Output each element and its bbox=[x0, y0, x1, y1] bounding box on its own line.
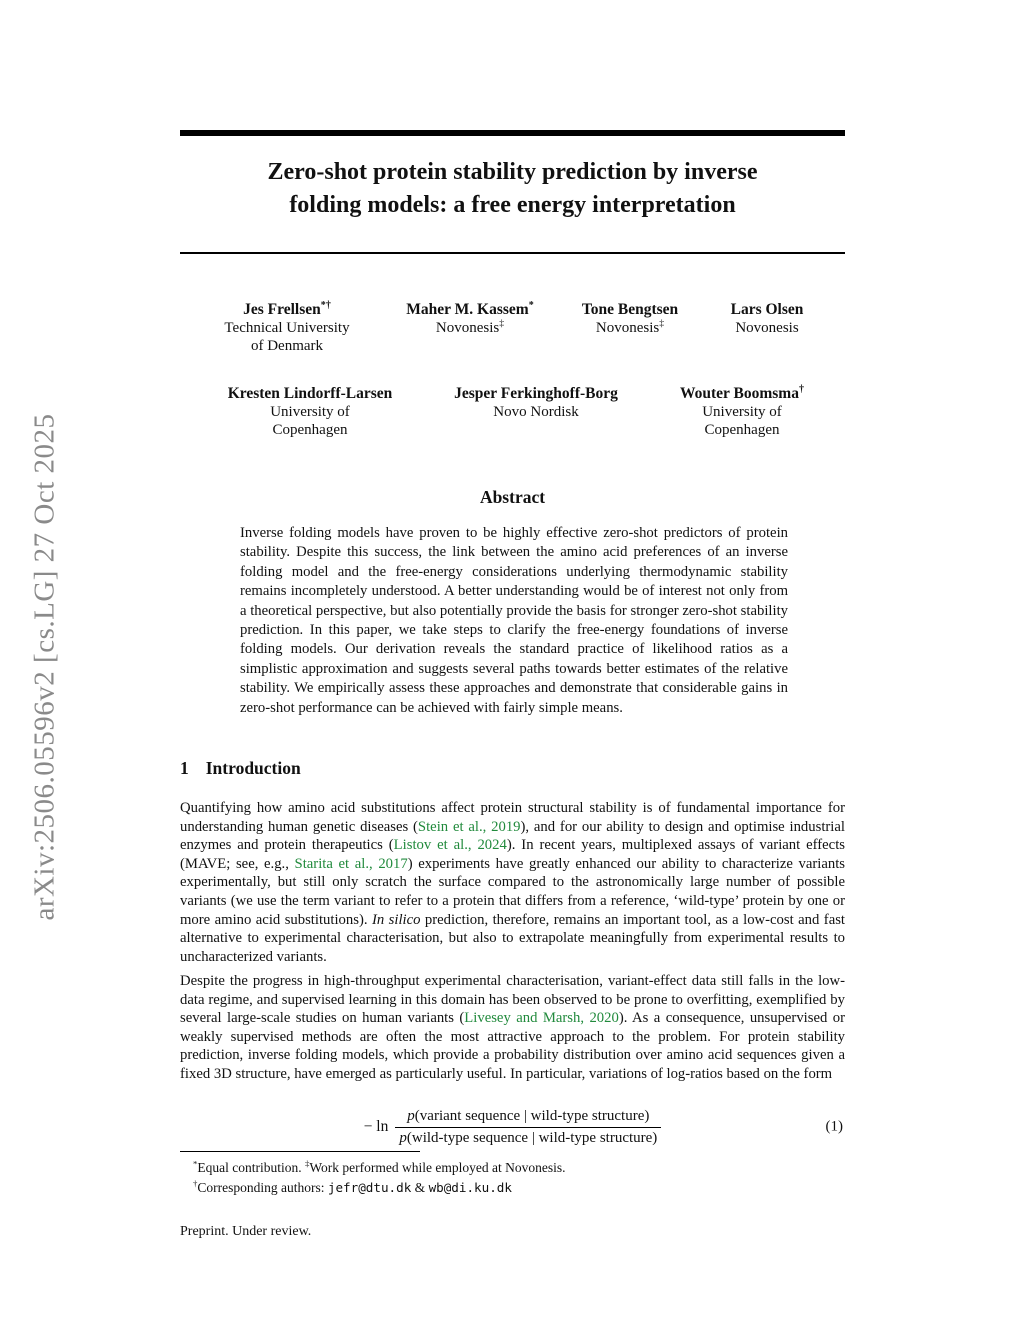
author-name bbox=[436, 384, 636, 404]
author-name bbox=[197, 300, 377, 320]
arxiv-stamp: arXiv:2506.05596v2 [cs.LG] 27 Oct 2025 bbox=[28, 413, 61, 921]
paragraph-text: ). In recent years, multiplexed assays of variant effects (MAVE; see, e.g., bbox=[180, 837, 845, 872]
prob-symbol: p bbox=[399, 1129, 407, 1146]
author-name-text: Tone Bengtsen bbox=[581, 301, 679, 318]
affil-line1: Novonesis bbox=[435, 320, 500, 336]
author-name-text: Kresten Lindorff-Larsen bbox=[227, 385, 393, 402]
affil-sup: ‡ bbox=[499, 318, 505, 329]
paragraph-text: Quantifying how amino acid substitutions affect protein structural stability is of fundamental importance for understanding human genetic diseases ( bbox=[180, 800, 845, 835]
author-name bbox=[380, 300, 560, 320]
authors-row-2 bbox=[180, 384, 845, 466]
author-block bbox=[197, 300, 377, 355]
equation-fraction bbox=[395, 1108, 661, 1147]
affil-line1: Novonesis bbox=[595, 320, 660, 336]
section-number: 1 bbox=[180, 758, 189, 778]
author-name-sup: † bbox=[798, 383, 804, 395]
paragraph-text: prediction, therefore, remains an important tool, as a low-cost and fast alternative to experimental characterisation, but also to extrapolate meaningfully from experimental results to uncharacterized variants. bbox=[180, 911, 846, 965]
affil-line1: University of bbox=[270, 404, 350, 420]
authors-row-1 bbox=[180, 300, 845, 382]
affil-line2: of Denmark bbox=[250, 337, 324, 354]
equation-1 bbox=[180, 1102, 845, 1152]
author-block bbox=[436, 384, 636, 422]
equation-lhs: − ln bbox=[363, 1118, 389, 1135]
email-link[interactable]: jefr@dtu.dk bbox=[327, 1180, 412, 1195]
italic-text: In silico bbox=[371, 911, 421, 928]
author-block bbox=[697, 300, 837, 338]
intro-paragraph-1 bbox=[180, 799, 845, 966]
affil-line2: Copenhagen bbox=[272, 421, 348, 438]
author-affiliation bbox=[210, 404, 410, 422]
author-affiliation bbox=[210, 422, 410, 440]
citation-link[interactable]: Livesey and Marsh, 2020 bbox=[464, 1010, 619, 1027]
fraction-numerator bbox=[395, 1108, 661, 1127]
denominator-text: (wild-type sequence | wild-type structure) bbox=[406, 1129, 658, 1146]
author-affiliation bbox=[380, 320, 560, 338]
intro-paragraph-2 bbox=[180, 972, 845, 1084]
paragraph-text: ) experiments have greatly enhanced our ability to characterize variants experimentally, but still only scratch the surface compared to the astronomically large number of possible variants (we use the term variant to refer to a protein that differs from a reference, ‘wild-type’ protein by one or more amino acid substitutions). bbox=[180, 855, 845, 928]
footnote-text: Work performed while employed at Novonesis. bbox=[309, 1160, 566, 1175]
footnote-divider bbox=[180, 1151, 420, 1152]
preprint-notice: Preprint. Under review. bbox=[180, 1224, 312, 1239]
footnotes bbox=[180, 1158, 845, 1198]
author-name-text: Maher M. Kassem bbox=[406, 301, 529, 318]
paragraph-text: ). As a consequence, unsupervised or weakly supervised methods are often the most attractive approach to the problem. For protein stability prediction, inverse folding models, which provide a probability distribution over amino acid sequences given a fixed 3D structure, have emerged as particularly useful. In particular, variations of log-ratios based on the form bbox=[180, 1010, 845, 1082]
paper-title bbox=[180, 156, 845, 222]
author-block bbox=[380, 300, 560, 338]
affil-line2: Copenhagen bbox=[704, 421, 780, 438]
author-affiliation bbox=[652, 422, 832, 440]
title-rule-bottom bbox=[180, 252, 845, 254]
footnote-marker: ‡ bbox=[305, 1158, 310, 1169]
author-affiliation bbox=[436, 404, 636, 422]
author-name-sup: *† bbox=[320, 299, 331, 311]
author-name bbox=[697, 300, 837, 320]
paper-title-line1: Zero-shot protein stability prediction by inverse bbox=[267, 159, 758, 185]
title-rule-top bbox=[180, 130, 845, 136]
affil-line1: Novo Nordisk bbox=[493, 404, 579, 420]
affil-line1: Novonesis bbox=[735, 320, 799, 336]
author-name bbox=[550, 300, 710, 320]
author-name-text: Jesper Ferkinghoff-Borg bbox=[454, 385, 618, 402]
abstract-text: Inverse folding models have proven to be highly effective zero-shot predictors of protein stability. Despite this success, the link between the amino acid preferences of an inverse folding model and the free-energy considerations underlying thermodynamic stability remains incompletely understood. A better understanding would be of interest not only from a theoretical perspective, but also potentially provide the basis for stronger zero-shot stability prediction. In this paper, we take steps to clarify the free-energy foundations of inverse folding models. Our derivation reveals the standard practice of likelihood ratios as a simplistic approximation and suggests several paths towards better estimates of the relative stability. We empirically assess these approaches and demonstrate that considerable gains in zero-shot performance can be achieved with fairly simple means. bbox=[240, 525, 788, 716]
author-block bbox=[210, 384, 410, 439]
author-name bbox=[210, 384, 410, 404]
section-heading-introduction bbox=[180, 758, 301, 779]
author-affiliation bbox=[697, 320, 837, 338]
author-name-sup: * bbox=[528, 299, 534, 311]
author-name-text: Jes Frellsen bbox=[243, 301, 321, 318]
footnote-marker: † bbox=[193, 1178, 198, 1189]
paragraph-text: Despite the progress in high-throughput experimental characterisation, variant-effect data still falls in the low-data regime, and supervised learning in this domain has been observed to be prone to overfitting, exemplified by several large-scale studies on human variants ( bbox=[180, 973, 845, 1027]
author-affiliation bbox=[652, 404, 832, 422]
author-name bbox=[652, 384, 832, 404]
fraction-denominator bbox=[395, 1127, 661, 1147]
section-title: Introduction bbox=[205, 758, 301, 778]
citation-link[interactable]: Stein et al., 2019 bbox=[417, 818, 521, 835]
author-name-text: Wouter Boomsma bbox=[679, 385, 799, 402]
abstract-heading: Abstract bbox=[479, 487, 546, 507]
footnote-text: Corresponding authors: bbox=[197, 1180, 328, 1195]
citation-link[interactable]: Starita et al., 2017 bbox=[294, 855, 408, 872]
citation-link[interactable]: Listov et al., 2024 bbox=[393, 837, 507, 854]
affil-line1: Technical University bbox=[224, 320, 350, 336]
footnote-2 bbox=[180, 1178, 845, 1198]
author-block bbox=[550, 300, 710, 338]
author-affiliation bbox=[550, 320, 710, 338]
footnote-1 bbox=[180, 1158, 845, 1178]
affil-sup: ‡ bbox=[659, 318, 665, 329]
paper-title-line2: folding models: a free energy interpretation bbox=[289, 192, 736, 218]
paragraph-text: ), and for our ability to design and optimise industrial enzymes and protein therapeutics ( bbox=[180, 818, 845, 854]
affil-line1: University of bbox=[702, 404, 782, 420]
equation-number: (1) bbox=[825, 1118, 843, 1135]
author-affiliation bbox=[197, 338, 377, 356]
numerator-text: (variant sequence | wild-type structure) bbox=[414, 1107, 650, 1124]
email-link[interactable]: wb@di.ku.dk bbox=[428, 1180, 512, 1195]
footnote-text: Equal contribution. bbox=[197, 1160, 305, 1175]
author-block bbox=[652, 384, 832, 439]
author-affiliation bbox=[197, 320, 377, 338]
author-name-text: Lars Olsen bbox=[730, 301, 804, 318]
footnote-text: & bbox=[411, 1180, 429, 1195]
prob-symbol: p bbox=[407, 1107, 415, 1124]
footnote-marker: * bbox=[193, 1158, 198, 1169]
equation-body bbox=[180, 1102, 845, 1152]
